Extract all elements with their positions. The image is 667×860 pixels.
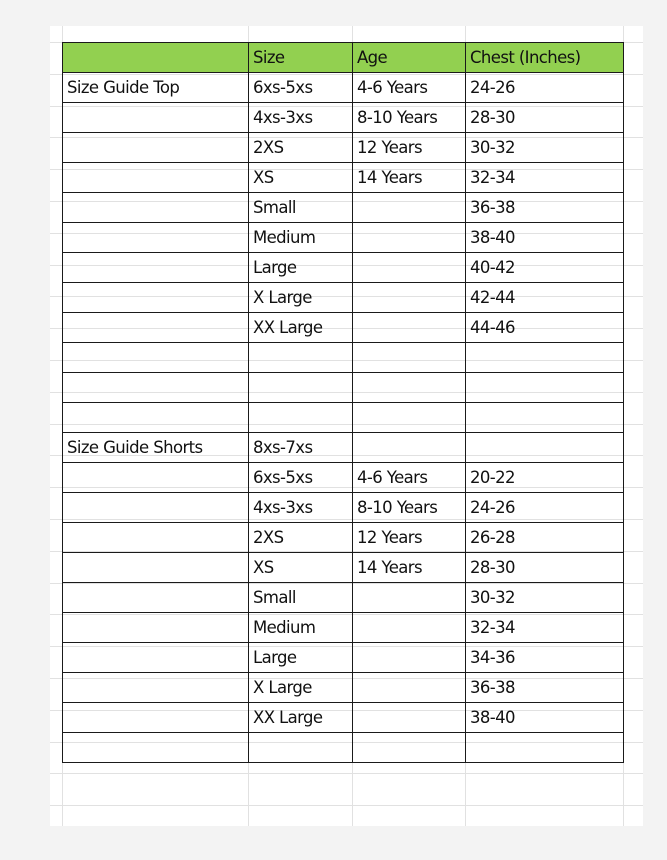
cell-size[interactable]: X Large bbox=[249, 673, 353, 703]
cell-chest[interactable]: 36-38 bbox=[466, 673, 624, 703]
cell-chest[interactable]: 24-26 bbox=[466, 493, 624, 523]
cell-chest[interactable] bbox=[466, 373, 624, 403]
table-row bbox=[63, 553, 624, 583]
header-cell-chest[interactable]: Chest (Inches) bbox=[466, 43, 624, 73]
cell-size[interactable]: 4xs-3xs bbox=[249, 103, 353, 133]
cell-size[interactable]: Small bbox=[249, 193, 353, 223]
cell-age[interactable] bbox=[353, 343, 466, 373]
table-row bbox=[63, 523, 624, 553]
cell-category[interactable] bbox=[63, 703, 249, 733]
cell-age[interactable]: 8-10 Years bbox=[353, 103, 466, 133]
cell-chest[interactable]: 28-30 bbox=[466, 553, 624, 583]
cell-size[interactable]: 6xs-5xs bbox=[249, 463, 353, 493]
cell-chest[interactable]: 42-44 bbox=[466, 283, 624, 313]
cell-age[interactable] bbox=[353, 583, 466, 613]
cell-size[interactable] bbox=[249, 403, 353, 433]
cell-chest[interactable]: 38-40 bbox=[466, 703, 624, 733]
gridline-horizontal bbox=[50, 805, 643, 806]
cell-chest[interactable]: 38-40 bbox=[466, 223, 624, 253]
table-row bbox=[63, 493, 624, 523]
cell-age[interactable] bbox=[353, 403, 466, 433]
cell-category[interactable] bbox=[63, 643, 249, 673]
cell-category[interactable]: Size Guide Top bbox=[63, 73, 249, 103]
cell-category[interactable] bbox=[63, 223, 249, 253]
size-guide-table bbox=[62, 42, 624, 763]
table-row bbox=[63, 313, 624, 343]
table-row bbox=[63, 433, 624, 463]
table-row bbox=[63, 253, 624, 283]
cell-size[interactable]: Medium bbox=[249, 223, 353, 253]
cell-size[interactable]: XX Large bbox=[249, 313, 353, 343]
cell-category[interactable] bbox=[63, 733, 249, 763]
cell-size[interactable]: Medium bbox=[249, 613, 353, 643]
table-row bbox=[63, 673, 624, 703]
cell-age[interactable] bbox=[353, 253, 466, 283]
cell-chest[interactable]: 24-26 bbox=[466, 73, 624, 103]
cell-category[interactable] bbox=[63, 193, 249, 223]
cell-category[interactable] bbox=[63, 463, 249, 493]
cell-category[interactable] bbox=[63, 583, 249, 613]
cell-age[interactable] bbox=[353, 313, 466, 343]
cell-age[interactable]: 12 Years bbox=[353, 133, 466, 163]
cell-category[interactable] bbox=[63, 403, 249, 433]
table-row bbox=[63, 343, 624, 373]
cell-chest[interactable]: 28-30 bbox=[466, 103, 624, 133]
cell-chest[interactable] bbox=[466, 343, 624, 373]
cell-chest[interactable]: 34-36 bbox=[466, 643, 624, 673]
cell-category[interactable] bbox=[63, 673, 249, 703]
cell-size[interactable] bbox=[249, 733, 353, 763]
table-row bbox=[63, 133, 624, 163]
cell-age[interactable] bbox=[353, 373, 466, 403]
cell-size[interactable]: XS bbox=[249, 553, 353, 583]
cell-category[interactable] bbox=[63, 373, 249, 403]
cell-chest[interactable]: 20-22 bbox=[466, 463, 624, 493]
cell-age[interactable]: 12 Years bbox=[353, 523, 466, 553]
cell-category[interactable] bbox=[63, 553, 249, 583]
spreadsheet-sheet bbox=[50, 26, 643, 826]
cell-chest[interactable] bbox=[466, 733, 624, 763]
cell-category[interactable] bbox=[63, 133, 249, 163]
table-row bbox=[63, 223, 624, 253]
cell-age[interactable] bbox=[353, 643, 466, 673]
cell-chest[interactable]: 40-42 bbox=[466, 253, 624, 283]
table-row bbox=[63, 373, 624, 403]
cell-category[interactable]: Size Guide Shorts bbox=[63, 433, 249, 463]
cell-age[interactable] bbox=[353, 703, 466, 733]
cell-chest[interactable] bbox=[466, 433, 624, 463]
table-row bbox=[63, 463, 624, 493]
table-row bbox=[63, 283, 624, 313]
cell-category[interactable] bbox=[63, 253, 249, 283]
cell-category[interactable] bbox=[63, 163, 249, 193]
cell-age[interactable]: 14 Years bbox=[353, 553, 466, 583]
cell-size[interactable] bbox=[249, 343, 353, 373]
cell-size[interactable]: XS bbox=[249, 163, 353, 193]
header-cell-size[interactable]: Size bbox=[249, 43, 353, 73]
table-header-row bbox=[63, 43, 624, 73]
table-row bbox=[63, 703, 624, 733]
cell-size[interactable]: 4xs-3xs bbox=[249, 493, 353, 523]
cell-age[interactable] bbox=[353, 283, 466, 313]
table-row bbox=[63, 403, 624, 433]
gridline-horizontal bbox=[50, 773, 643, 774]
cell-age[interactable] bbox=[353, 733, 466, 763]
header-cell-age[interactable]: Age bbox=[353, 43, 466, 73]
table-row bbox=[63, 613, 624, 643]
cell-chest[interactable] bbox=[466, 403, 624, 433]
cell-chest[interactable]: 30-32 bbox=[466, 133, 624, 163]
cell-size[interactable]: Large bbox=[249, 253, 353, 283]
cell-age[interactable] bbox=[353, 613, 466, 643]
table-row bbox=[63, 193, 624, 223]
cell-chest[interactable]: 30-32 bbox=[466, 583, 624, 613]
table-row bbox=[63, 103, 624, 133]
cell-size[interactable]: Small bbox=[249, 583, 353, 613]
cell-chest[interactable]: 32-34 bbox=[466, 613, 624, 643]
cell-size[interactable]: 6xs-5xs bbox=[249, 73, 353, 103]
cell-age[interactable]: 14 Years bbox=[353, 163, 466, 193]
cell-age[interactable] bbox=[353, 433, 466, 463]
cell-category[interactable] bbox=[63, 493, 249, 523]
cell-size[interactable] bbox=[249, 373, 353, 403]
table-row bbox=[63, 733, 624, 763]
cell-category[interactable] bbox=[63, 313, 249, 343]
cell-category[interactable] bbox=[63, 283, 249, 313]
table-row bbox=[63, 583, 624, 613]
table-row bbox=[63, 643, 624, 673]
cell-age[interactable] bbox=[353, 193, 466, 223]
cell-category[interactable] bbox=[63, 613, 249, 643]
cell-category[interactable] bbox=[63, 103, 249, 133]
cell-chest[interactable]: 44-46 bbox=[466, 313, 624, 343]
cell-chest[interactable]: 26-28 bbox=[466, 523, 624, 553]
cell-chest[interactable]: 36-38 bbox=[466, 193, 624, 223]
table-row bbox=[63, 73, 624, 103]
header-cell-category[interactable] bbox=[63, 43, 249, 73]
cell-age[interactable]: 8-10 Years bbox=[353, 493, 466, 523]
cell-category[interactable] bbox=[63, 343, 249, 373]
cell-category[interactable] bbox=[63, 523, 249, 553]
table-row bbox=[63, 163, 624, 193]
cell-age[interactable]: 4-6 Years bbox=[353, 73, 466, 103]
cell-size[interactable]: XX Large bbox=[249, 703, 353, 733]
cell-chest[interactable]: 32-34 bbox=[466, 163, 624, 193]
cell-age[interactable] bbox=[353, 673, 466, 703]
cell-size[interactable]: Large bbox=[249, 643, 353, 673]
cell-size[interactable]: 2XS bbox=[249, 133, 353, 163]
cell-age[interactable]: 4-6 Years bbox=[353, 463, 466, 493]
cell-size[interactable]: 2XS bbox=[249, 523, 353, 553]
cell-size[interactable]: X Large bbox=[249, 283, 353, 313]
cell-size[interactable]: 8xs-7xs bbox=[249, 433, 353, 463]
cell-age[interactable] bbox=[353, 223, 466, 253]
